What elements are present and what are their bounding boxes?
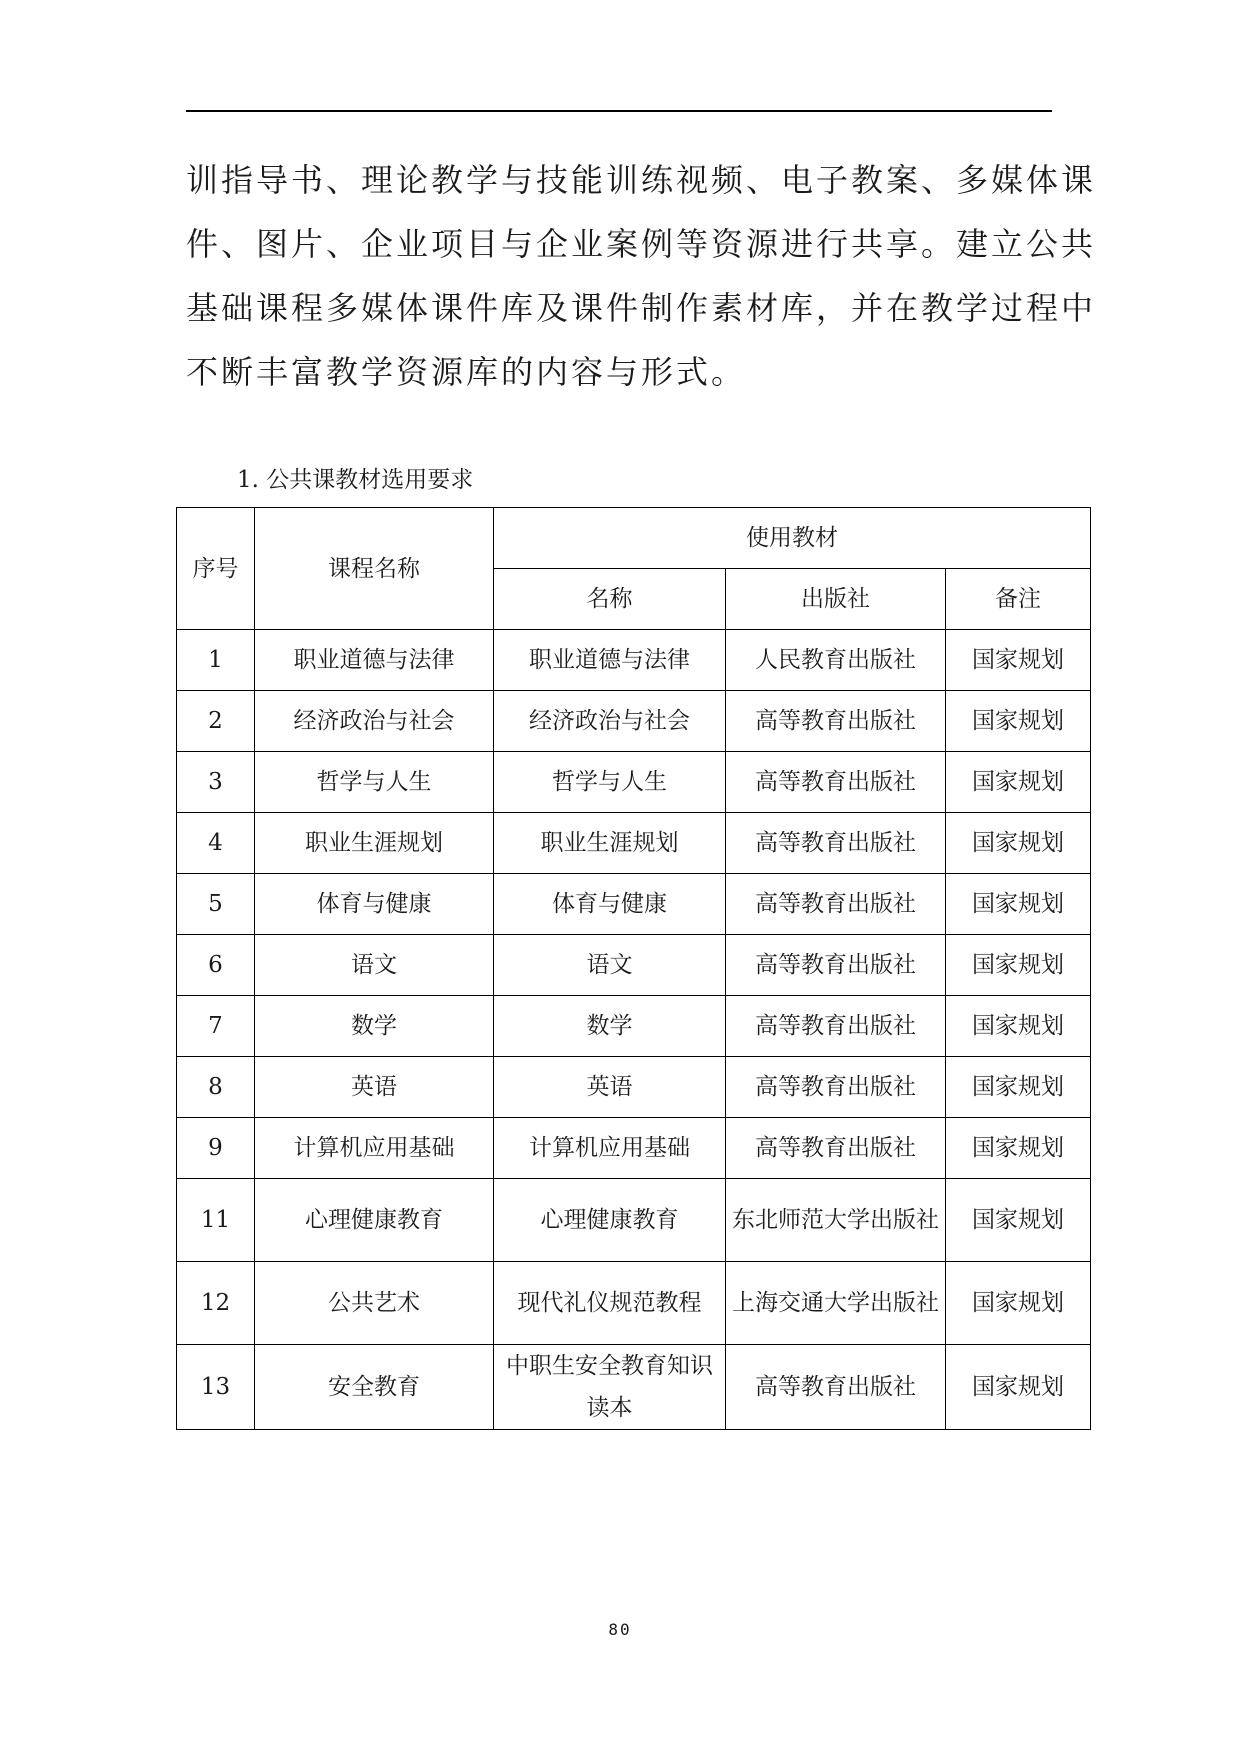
cell-name: 经济政治与社会 (494, 691, 726, 752)
cell-course: 职业生涯规划 (255, 813, 494, 874)
cell-publisher: 高等教育出版社 (726, 1118, 946, 1179)
cell-course: 语文 (255, 935, 494, 996)
table-row (177, 1118, 1091, 1179)
cell-name: 心理健康教育 (494, 1179, 726, 1262)
cell-remark: 国家规划 (946, 752, 1091, 813)
cell-publisher: 上海交通大学出版社 (726, 1262, 946, 1345)
cell-remark: 国家规划 (946, 996, 1091, 1057)
cell-name: 中职生安全教育知识读本 (494, 1345, 726, 1430)
header-remark: 备注 (946, 569, 1091, 630)
table-row (177, 874, 1091, 935)
cell-seq: 3 (177, 752, 255, 813)
cell-name: 英语 (494, 1057, 726, 1118)
cell-course: 计算机应用基础 (255, 1118, 494, 1179)
cell-remark: 国家规划 (946, 813, 1091, 874)
table-body (177, 630, 1091, 1430)
cell-remark: 国家规划 (946, 1179, 1091, 1262)
cell-course: 经济政治与社会 (255, 691, 494, 752)
cell-name: 体育与健康 (494, 874, 726, 935)
cell-publisher: 人民教育出版社 (726, 630, 946, 691)
cell-remark: 国家规划 (946, 1262, 1091, 1345)
cell-remark: 国家规划 (946, 1118, 1091, 1179)
header-seq: 序号 (177, 508, 255, 630)
table-row (177, 1179, 1091, 1262)
cell-remark: 国家规划 (946, 691, 1091, 752)
header-textbook-group: 使用教材 (494, 508, 1091, 569)
cell-remark: 国家规划 (946, 935, 1091, 996)
table-row (177, 752, 1091, 813)
page-number: 80 (608, 1620, 632, 1639)
table-row (177, 1057, 1091, 1118)
cell-publisher: 东北师范大学出版社 (726, 1179, 946, 1262)
cell-seq: 13 (177, 1345, 255, 1430)
paragraph-line: 训指导书、理论教学与技能训练视频、电子教案、多媒体课 (186, 161, 1097, 199)
cell-publisher: 高等教育出版社 (726, 752, 946, 813)
cell-publisher: 高等教育出版社 (726, 813, 946, 874)
table-row (177, 813, 1091, 874)
section-title: 1. 公共课教材选用要求 (237, 467, 474, 493)
cell-name: 职业道德与法律 (494, 630, 726, 691)
cell-course: 职业道德与法律 (255, 630, 494, 691)
table-row (177, 935, 1091, 996)
cell-name: 数学 (494, 996, 726, 1057)
cell-course: 公共艺术 (255, 1262, 494, 1345)
cell-seq: 6 (177, 935, 255, 996)
header-name: 名称 (494, 569, 726, 630)
cell-course: 安全教育 (255, 1345, 494, 1430)
cell-publisher: 高等教育出版社 (726, 874, 946, 935)
cell-publisher: 高等教育出版社 (726, 1057, 946, 1118)
table-row (177, 996, 1091, 1057)
cell-seq: 8 (177, 1057, 255, 1118)
body-paragraph (186, 148, 1097, 404)
table-row (177, 1345, 1091, 1430)
cell-course: 心理健康教育 (255, 1179, 494, 1262)
paragraph-line: 基础课程多媒体课件库及课件制作素材库，并在教学过程中 (186, 289, 1097, 327)
cell-name: 现代礼仪规范教程 (494, 1262, 726, 1345)
cell-seq: 9 (177, 1118, 255, 1179)
paragraph-line: 不断丰富教学资源库的内容与形式。 (186, 353, 747, 391)
cell-name: 哲学与人生 (494, 752, 726, 813)
cell-course: 哲学与人生 (255, 752, 494, 813)
cell-course: 英语 (255, 1057, 494, 1118)
header-publisher: 出版社 (726, 569, 946, 630)
table-row (177, 691, 1091, 752)
cell-publisher: 高等教育出版社 (726, 935, 946, 996)
cell-remark: 国家规划 (946, 630, 1091, 691)
cell-seq: 7 (177, 996, 255, 1057)
cell-name: 计算机应用基础 (494, 1118, 726, 1179)
header-rule (186, 110, 1052, 112)
cell-seq: 5 (177, 874, 255, 935)
cell-remark: 国家规划 (946, 1345, 1091, 1430)
paragraph-line: 件、图片、企业项目与企业案例等资源进行共享。建立公共 (186, 225, 1097, 263)
cell-seq: 11 (177, 1179, 255, 1262)
textbook-table (176, 507, 1091, 1430)
cell-seq: 4 (177, 813, 255, 874)
table-row (177, 1262, 1091, 1345)
table-row (177, 630, 1091, 691)
cell-seq: 12 (177, 1262, 255, 1345)
cell-name: 语文 (494, 935, 726, 996)
cell-course: 体育与健康 (255, 874, 494, 935)
cell-course: 数学 (255, 996, 494, 1057)
cell-name: 职业生涯规划 (494, 813, 726, 874)
cell-remark: 国家规划 (946, 1057, 1091, 1118)
cell-seq: 1 (177, 630, 255, 691)
cell-seq: 2 (177, 691, 255, 752)
cell-publisher: 高等教育出版社 (726, 1345, 946, 1430)
cell-publisher: 高等教育出版社 (726, 691, 946, 752)
cell-publisher: 高等教育出版社 (726, 996, 946, 1057)
header-course-name: 课程名称 (255, 508, 494, 630)
cell-remark: 国家规划 (946, 874, 1091, 935)
